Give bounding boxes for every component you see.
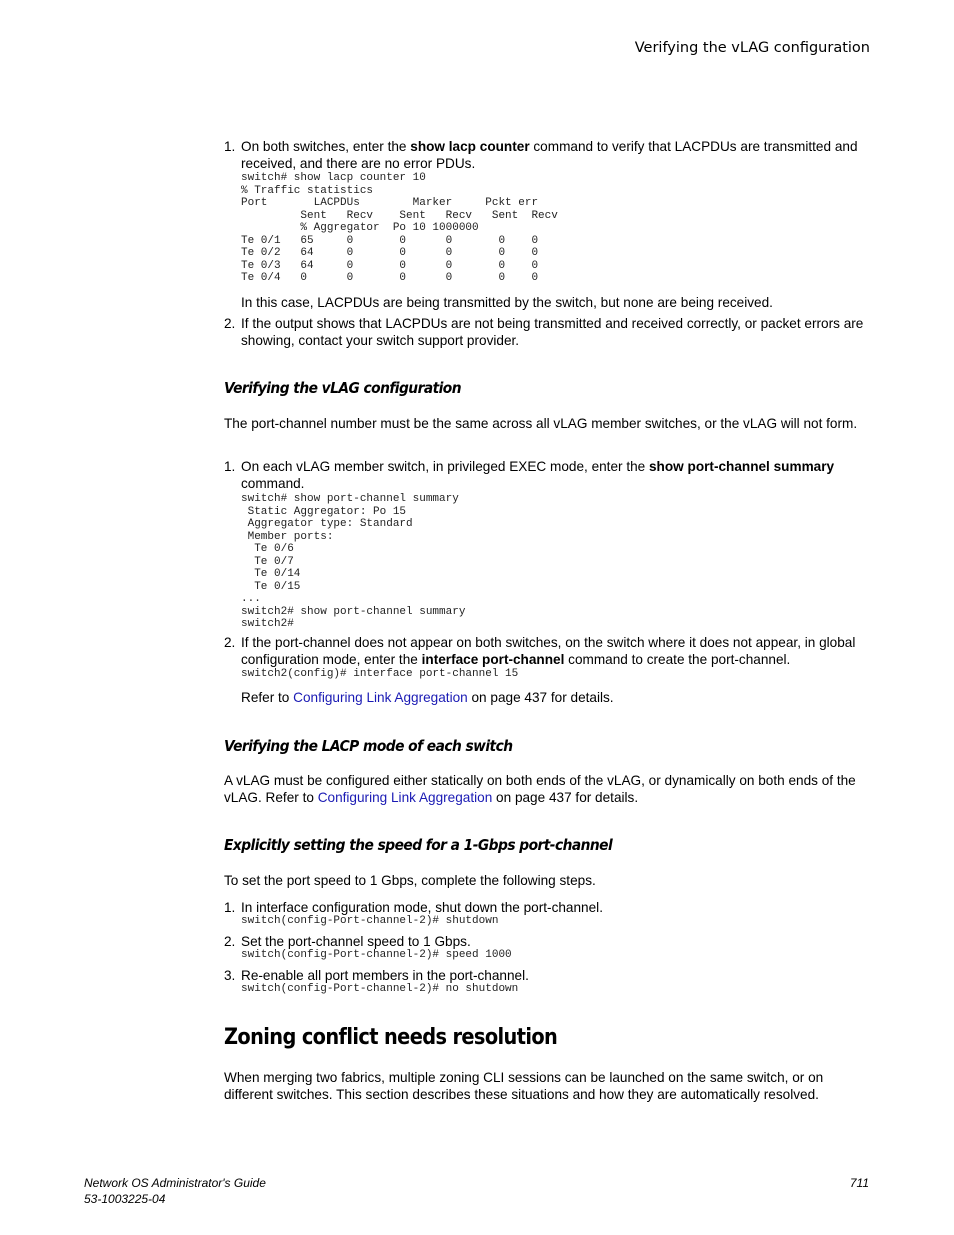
doc-number: 53-1003225-04 — [84, 1192, 166, 1206]
guide-title: Network OS Administrator's Guide — [84, 1176, 266, 1190]
section-heading: Explicitly setting the speed for a 1-Gbps port-channel — [224, 836, 613, 854]
code-block: switch2(config)# interface port-channel 15 — [241, 668, 519, 680]
running-header: Verifying the vLAG configuration — [634, 40, 870, 56]
list-item: If the port-channel does not appear on both switches, on the switch where it does not appear, in global configuration mode, enter the interface port-channel command to create the port-channel. — [241, 635, 856, 667]
list-item: In interface configuration mode, shut down the port-channel. — [241, 900, 603, 915]
list-item: On each vLAG member switch, in privileged EXEC mode, enter the show port-channel summary command. — [241, 459, 835, 491]
section-heading-large: Zoning conflict needs resolution — [224, 1025, 558, 1050]
footer-left — [84, 1175, 266, 1207]
page-number: 711 — [849, 1176, 869, 1190]
list-number: 1. — [224, 139, 236, 154]
list-number: 2. — [224, 635, 236, 650]
command-name: interface port-channel — [421, 652, 565, 667]
list-number: 1. — [224, 900, 236, 915]
list-item: Re-enable all port members in the port-channel. — [241, 968, 529, 983]
list-item: If the output shows that LACPDUs are not being transmitted and received correctly, or packet errors are showing, contact your switch support provider. — [241, 316, 864, 348]
code-block: switch# show port-channel summary Static Aggregator: Po 15 Aggregator type: Standard Member ports: Te 0/6 Te 0/7 Te 0/14 Te 0/15 ... switch2# show port-channel summary switch2# — [241, 493, 466, 630]
configuring-link-aggregation-link[interactable]: Configuring Link Aggregation — [293, 690, 468, 705]
paragraph: To set the port speed to 1 Gbps, complete the following steps. — [224, 873, 596, 888]
section-heading: Verifying the LACP mode of each switch — [224, 737, 513, 755]
paragraph: When merging two fabrics, multiple zoning CLI sessions can be launched on the same switch, or on different switches. This section describes these situations and how they are automatically resolved. — [224, 1070, 824, 1102]
paragraph: The port-channel number must be the same across all vLAG member switches, or the vLAG will not form. — [224, 416, 858, 431]
code-block: switch# show lacp counter 10 % Traffic statistics Port LACPDUs Marker Pckt err Sent Recv Sent Recv Sent Recv % Aggregator Po 10 1000000 Te 0/1 65 0 0 0 0 0 Te 0/2 64 0 0 0 0 0 Te 0/3 64 0 0 0 0 0 Te 0/4 0 0 0 0 0 0 — [241, 172, 558, 284]
note-text: In this case, LACPDUs are being transmitted by the switch, but none are being received. — [241, 295, 773, 310]
list-number: 1. — [224, 459, 236, 474]
refer-text: Refer to Configuring Link Aggregation on page 437 for details. — [241, 690, 614, 705]
list-number: 2. — [224, 934, 236, 949]
code-block: switch(config-Port-channel-2)# speed 1000 — [241, 949, 512, 961]
command-name: show port-channel summary — [649, 459, 835, 474]
code-block: switch(config-Port-channel-2)# shutdown — [241, 915, 499, 927]
list-number: 3. — [224, 968, 236, 983]
code-block: switch(config-Port-channel-2)# no shutdown — [241, 983, 519, 995]
list-item: Set the port-channel speed to 1 Gbps. — [241, 934, 471, 949]
configuring-link-aggregation-link[interactable]: Configuring Link Aggregation — [317, 790, 493, 805]
paragraph: A vLAG must be configured either statically on both ends of the vLAG, or dynamically on both ends of the vLAG. Refer to Configuring Link Aggregation on page 437 for details. — [224, 773, 856, 805]
list-number: 2. — [224, 316, 236, 331]
command-name: show lacp counter — [410, 139, 530, 154]
list-item: On both switches, enter the show lacp counter command to verify that LACPDUs are transmitted and received, and there are no error PDUs. — [241, 139, 858, 171]
section-heading: Verifying the vLAG configuration — [224, 379, 462, 397]
